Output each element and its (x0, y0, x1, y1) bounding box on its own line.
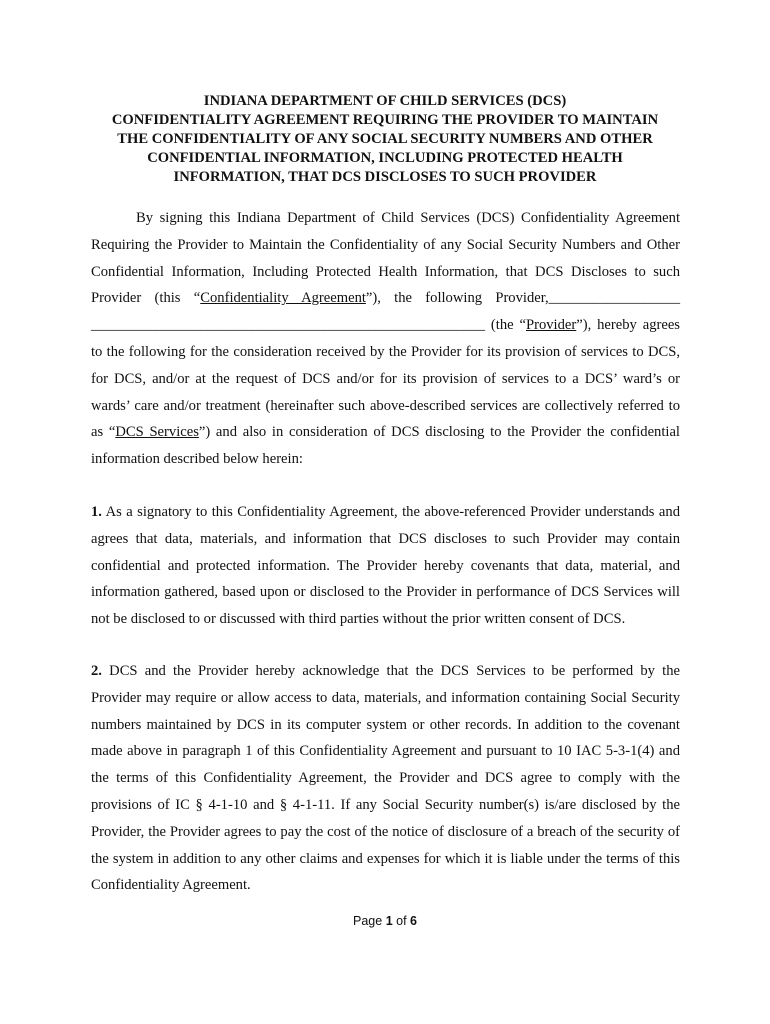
current-page-number: 1 (385, 914, 393, 928)
paragraph-1 (91, 499, 680, 633)
title-line: CONFIDENTIALITY AGREEMENT REQUIRING THE PROVIDER TO MAINTAIN (111, 112, 659, 128)
intro-text: ”), hereby agrees to the following for the consideration received by the Provider for its provision of services to DCS, for DCS, and/or at the request of DCS and/or for its provision of services to a DCS’ ward’s or wards’ care and/or treatment (hereinafter such above-described services are collectively referred to as “ (91, 317, 680, 441)
page-label: Page (353, 914, 383, 928)
paragraph-number: 2. (91, 663, 102, 679)
paragraph-number: 1. (91, 504, 102, 520)
paragraph-text: As a signatory to this Confidentiality Agreement, the above-referenced Provider understands and agrees that data, materials, and information that DCS discloses to such Provider may contain confidential and protected information. The Provider hereby covenants that data, material, and information gathered, based upon or disclosed to the Provider in performance of DCS Services will not be disclosed to or discussed with third parties without the prior written consent of DCS. (91, 504, 680, 628)
document-title (80, 92, 690, 187)
intro-text: By signing this Indiana Department of Child Services (DCS) Confidentiality Agreement Requiring the Provider to Maintain the Confidentiality of any Social Security Numbers and Other Confidential Information, Including Protected Health Information, that DCS Discloses to such Provider (this “ (91, 210, 680, 307)
intro-text: ”), the following Provider,__________________ ______________________________________________________ (the “ (91, 290, 680, 334)
paragraph-text: DCS and the Provider hereby acknowledge that the DCS Services to be performed by the Provider may require or allow access to data, materials, and information containing Social Security numbers maintained by DCS in its computer system or other records. In addition to the covenant made above in paragraph 1 of this Confidentiality Agreement and pursuant to 10 IAC 5-3-1(4) and the terms of this Confidentiality Agreement, the Provider and DCS agree to comply with the provisions of IC § 4-1-10 and § 4-1-11. If any Social Security number(s) is/are disclosed by the Provider, the Provider agrees to pay the cost of the notice of disclosure of a breach of the security of the system in addition to any other claims and expenses for which it is liable under the terms of this Confidentiality Agreement. (91, 663, 680, 894)
title-line: THE CONFIDENTIALITY OF ANY SOCIAL SECURITY NUMBERS AND OTHER (117, 131, 653, 147)
defined-term-provider: Provider (525, 317, 577, 334)
paragraph-2 (91, 658, 680, 899)
defined-term-confidentiality-agreement: Confidentiality Agreement (200, 290, 366, 307)
of-label: of (396, 914, 407, 928)
title-line: INDIANA DEPARTMENT OF CHILD SERVICES (DCS) (203, 93, 567, 109)
title-line: CONFIDENTIAL INFORMATION, INCLUDING PROTECTED HEALTH (147, 150, 623, 166)
title-line: INFORMATION, THAT DCS DISCLOSES TO SUCH PROVIDER (173, 169, 597, 185)
page-footer (0, 914, 770, 928)
defined-term-dcs-services: DCS Services (115, 424, 199, 441)
intro-text: ”) and also in consideration of DCS disclosing to the Provider the confidential information described below herein: (91, 424, 680, 468)
intro-paragraph (91, 205, 680, 473)
total-pages-number: 6 (410, 914, 417, 928)
